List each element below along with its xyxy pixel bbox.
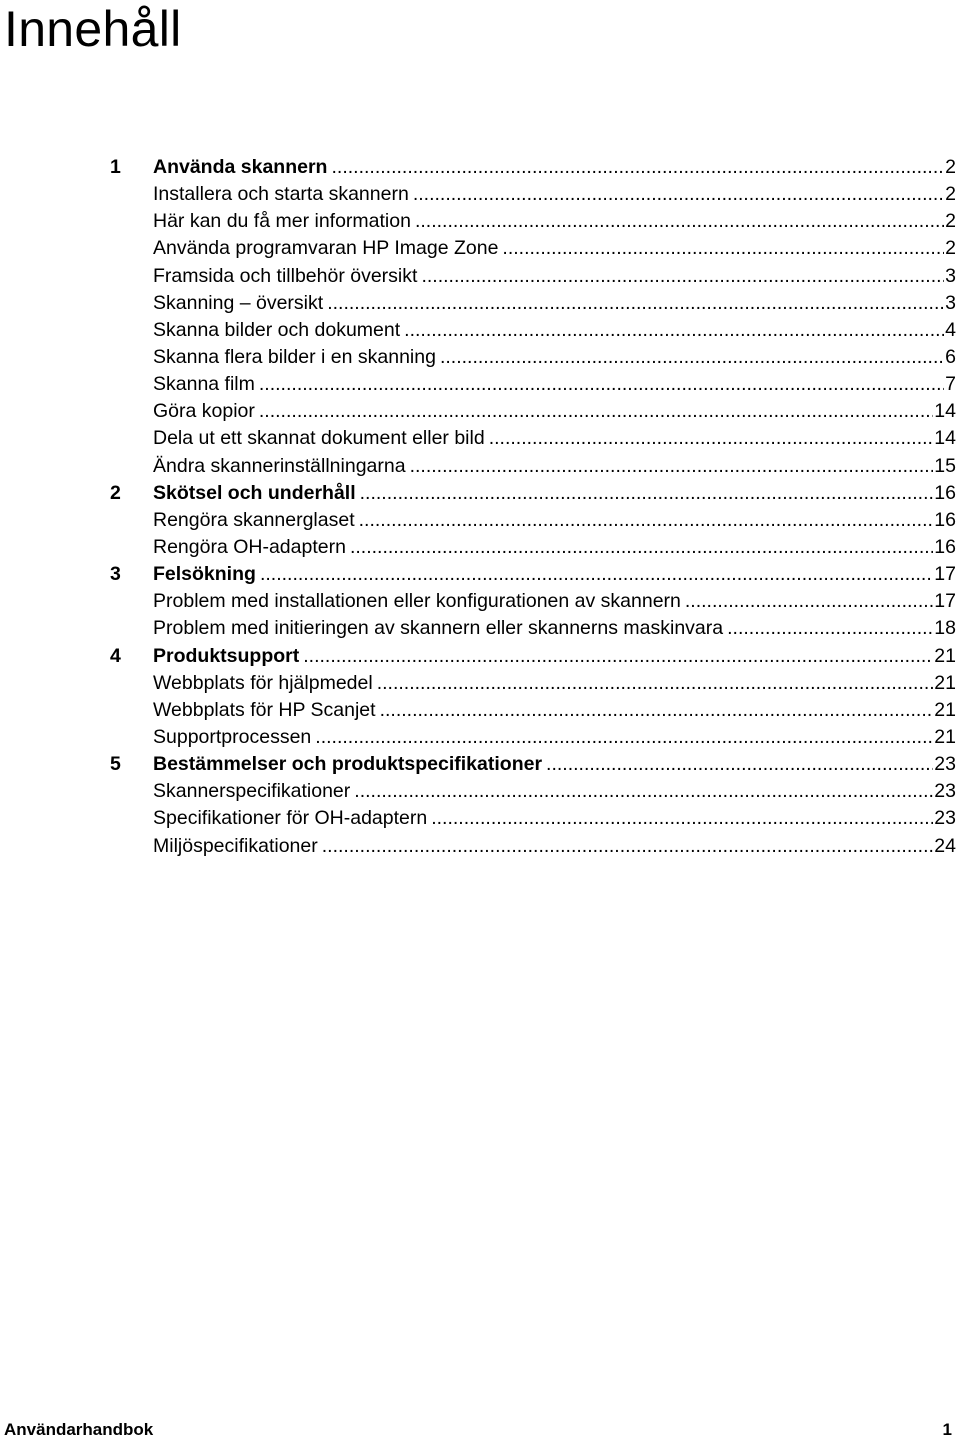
entry-title: Felsökning <box>153 563 256 586</box>
entry-title: Miljöspecifikationer <box>153 834 318 857</box>
entry-title: Ändra skannerinställningarna <box>153 454 406 477</box>
entry-title: Bestämmelser och produktspecifikationer <box>153 753 543 776</box>
page-number: 3 <box>945 264 956 287</box>
toc-entry[interactable] <box>110 398 956 425</box>
toc-entry[interactable] <box>110 534 956 561</box>
entry-title: Installera och starta skannern <box>153 183 409 206</box>
toc-entry[interactable] <box>110 290 956 317</box>
toc-entry[interactable] <box>110 453 956 480</box>
page-number: 4 <box>945 318 956 341</box>
page-number: 23 <box>934 780 956 803</box>
dot-leader <box>354 778 933 805</box>
entry-title: Dela ut ett skannat dokument eller bild <box>153 427 485 450</box>
toc-entry[interactable] <box>110 317 956 344</box>
page-number: 2 <box>945 156 956 178</box>
entry-title: Produktsupport <box>153 644 300 667</box>
dot-leader <box>440 344 944 371</box>
dot-leader <box>327 290 944 317</box>
entry-title: Rengöra skannerglaset <box>153 508 355 531</box>
dot-leader <box>727 615 933 642</box>
entry-title: Webbplats för HP Scanjet <box>153 698 376 721</box>
toc-entry[interactable] <box>110 425 956 452</box>
entry-title: Rengöra OH-adaptern <box>153 535 346 558</box>
dot-leader <box>359 507 934 534</box>
chapter-number: 1 <box>110 156 121 178</box>
page-number: 21 <box>934 698 956 721</box>
toc-entry[interactable] <box>110 615 956 642</box>
page-number: 15 <box>934 454 956 477</box>
chapter-number: 4 <box>110 644 121 667</box>
chapter-number: 5 <box>110 753 121 776</box>
chapter-number: 3 <box>110 563 121 586</box>
dot-leader <box>410 453 934 480</box>
chapter-number: 2 <box>110 481 121 504</box>
dot-leader <box>260 561 933 588</box>
page-number: 17 <box>934 590 956 613</box>
dot-leader <box>421 263 944 290</box>
toc-entry[interactable] <box>110 751 956 778</box>
page-number: 23 <box>934 807 956 830</box>
entry-title: Webbplats för hjälpmedel <box>153 671 373 694</box>
page-number: 2 <box>945 183 956 206</box>
footer-page-number: 1 <box>942 1420 952 1439</box>
toc-entry[interactable] <box>110 371 956 398</box>
toc-entry[interactable] <box>110 833 956 860</box>
page-number: 16 <box>934 508 956 531</box>
dot-leader <box>259 371 944 398</box>
dot-leader <box>322 833 934 860</box>
toc-entry[interactable] <box>110 670 956 697</box>
page-number: 23 <box>934 753 956 776</box>
dot-leader <box>502 235 944 262</box>
toc-entry[interactable] <box>110 507 956 534</box>
toc-entry[interactable] <box>110 263 956 290</box>
page-number: 14 <box>934 400 956 423</box>
entry-title: Problem med initieringen av skannern eller skannerns maskinvara <box>153 617 724 640</box>
dot-leader <box>380 697 934 724</box>
toc-entry[interactable] <box>110 154 956 181</box>
toc-entry[interactable] <box>110 344 956 371</box>
page-number: 16 <box>934 481 956 504</box>
dot-leader <box>350 534 933 561</box>
entry-title: Här kan du få mer information <box>153 210 411 233</box>
dot-leader <box>546 751 933 778</box>
table-of-contents <box>110 154 956 860</box>
dot-leader <box>303 643 933 670</box>
toc-entry[interactable] <box>110 588 956 615</box>
page-number: 2 <box>945 237 956 260</box>
dot-leader <box>431 805 933 832</box>
page-number: 14 <box>934 427 956 450</box>
page-number: 7 <box>945 373 956 396</box>
entry-title: Använda programvaran HP Image Zone <box>153 237 499 260</box>
entry-title: Skanna flera bilder i en skanning <box>153 345 436 368</box>
toc-entry[interactable] <box>110 778 956 805</box>
page-number: 2 <box>945 210 956 233</box>
toc-entry[interactable] <box>110 480 956 507</box>
toc-entry[interactable] <box>110 235 956 262</box>
toc-entry[interactable] <box>110 561 956 588</box>
toc-entry[interactable] <box>110 643 956 670</box>
dot-leader <box>489 425 934 452</box>
page-number: 3 <box>945 291 956 314</box>
dot-leader <box>259 398 933 425</box>
dot-leader <box>360 480 934 507</box>
entry-title: Supportprocessen <box>153 725 312 748</box>
page-number: 6 <box>945 345 956 368</box>
dot-leader <box>315 724 933 751</box>
page-number: 21 <box>934 644 956 667</box>
dot-leader <box>404 317 944 344</box>
entry-title: Skanna film <box>153 373 255 396</box>
page-number: 18 <box>934 617 956 640</box>
toc-entry[interactable] <box>110 805 956 832</box>
dot-leader <box>415 208 944 235</box>
dot-leader <box>377 670 934 697</box>
entry-title: Skanning – översikt <box>153 291 324 314</box>
toc-entry[interactable] <box>110 724 956 751</box>
dot-leader <box>685 588 933 615</box>
entry-title: Framsida och tillbehör översikt <box>153 264 418 287</box>
page-number: 16 <box>934 535 956 558</box>
page-title: Innehåll <box>4 1 182 57</box>
toc-entry[interactable] <box>110 181 956 208</box>
page-number: 17 <box>934 563 956 586</box>
dot-leader <box>413 181 944 208</box>
entry-title: Skanna bilder och dokument <box>153 318 401 341</box>
footer-doc-title: Användarhandbok <box>4 1420 154 1439</box>
toc-entry[interactable] <box>110 697 956 724</box>
entry-title: Specifikationer för OH-adaptern <box>153 807 428 830</box>
entry-title: Göra kopior <box>153 400 255 423</box>
page-number: 21 <box>934 725 956 748</box>
entry-title: Skötsel och underhåll <box>153 481 356 504</box>
entry-title: Använda skannern <box>153 156 328 178</box>
entry-title: Problem med installationen eller konfigurationen av skannern <box>153 590 681 613</box>
page-number: 24 <box>934 834 956 857</box>
toc-entry[interactable] <box>110 208 956 235</box>
page-number: 21 <box>934 671 956 694</box>
entry-title: Skannerspecifikationer <box>153 780 351 803</box>
dot-leader <box>331 154 944 181</box>
